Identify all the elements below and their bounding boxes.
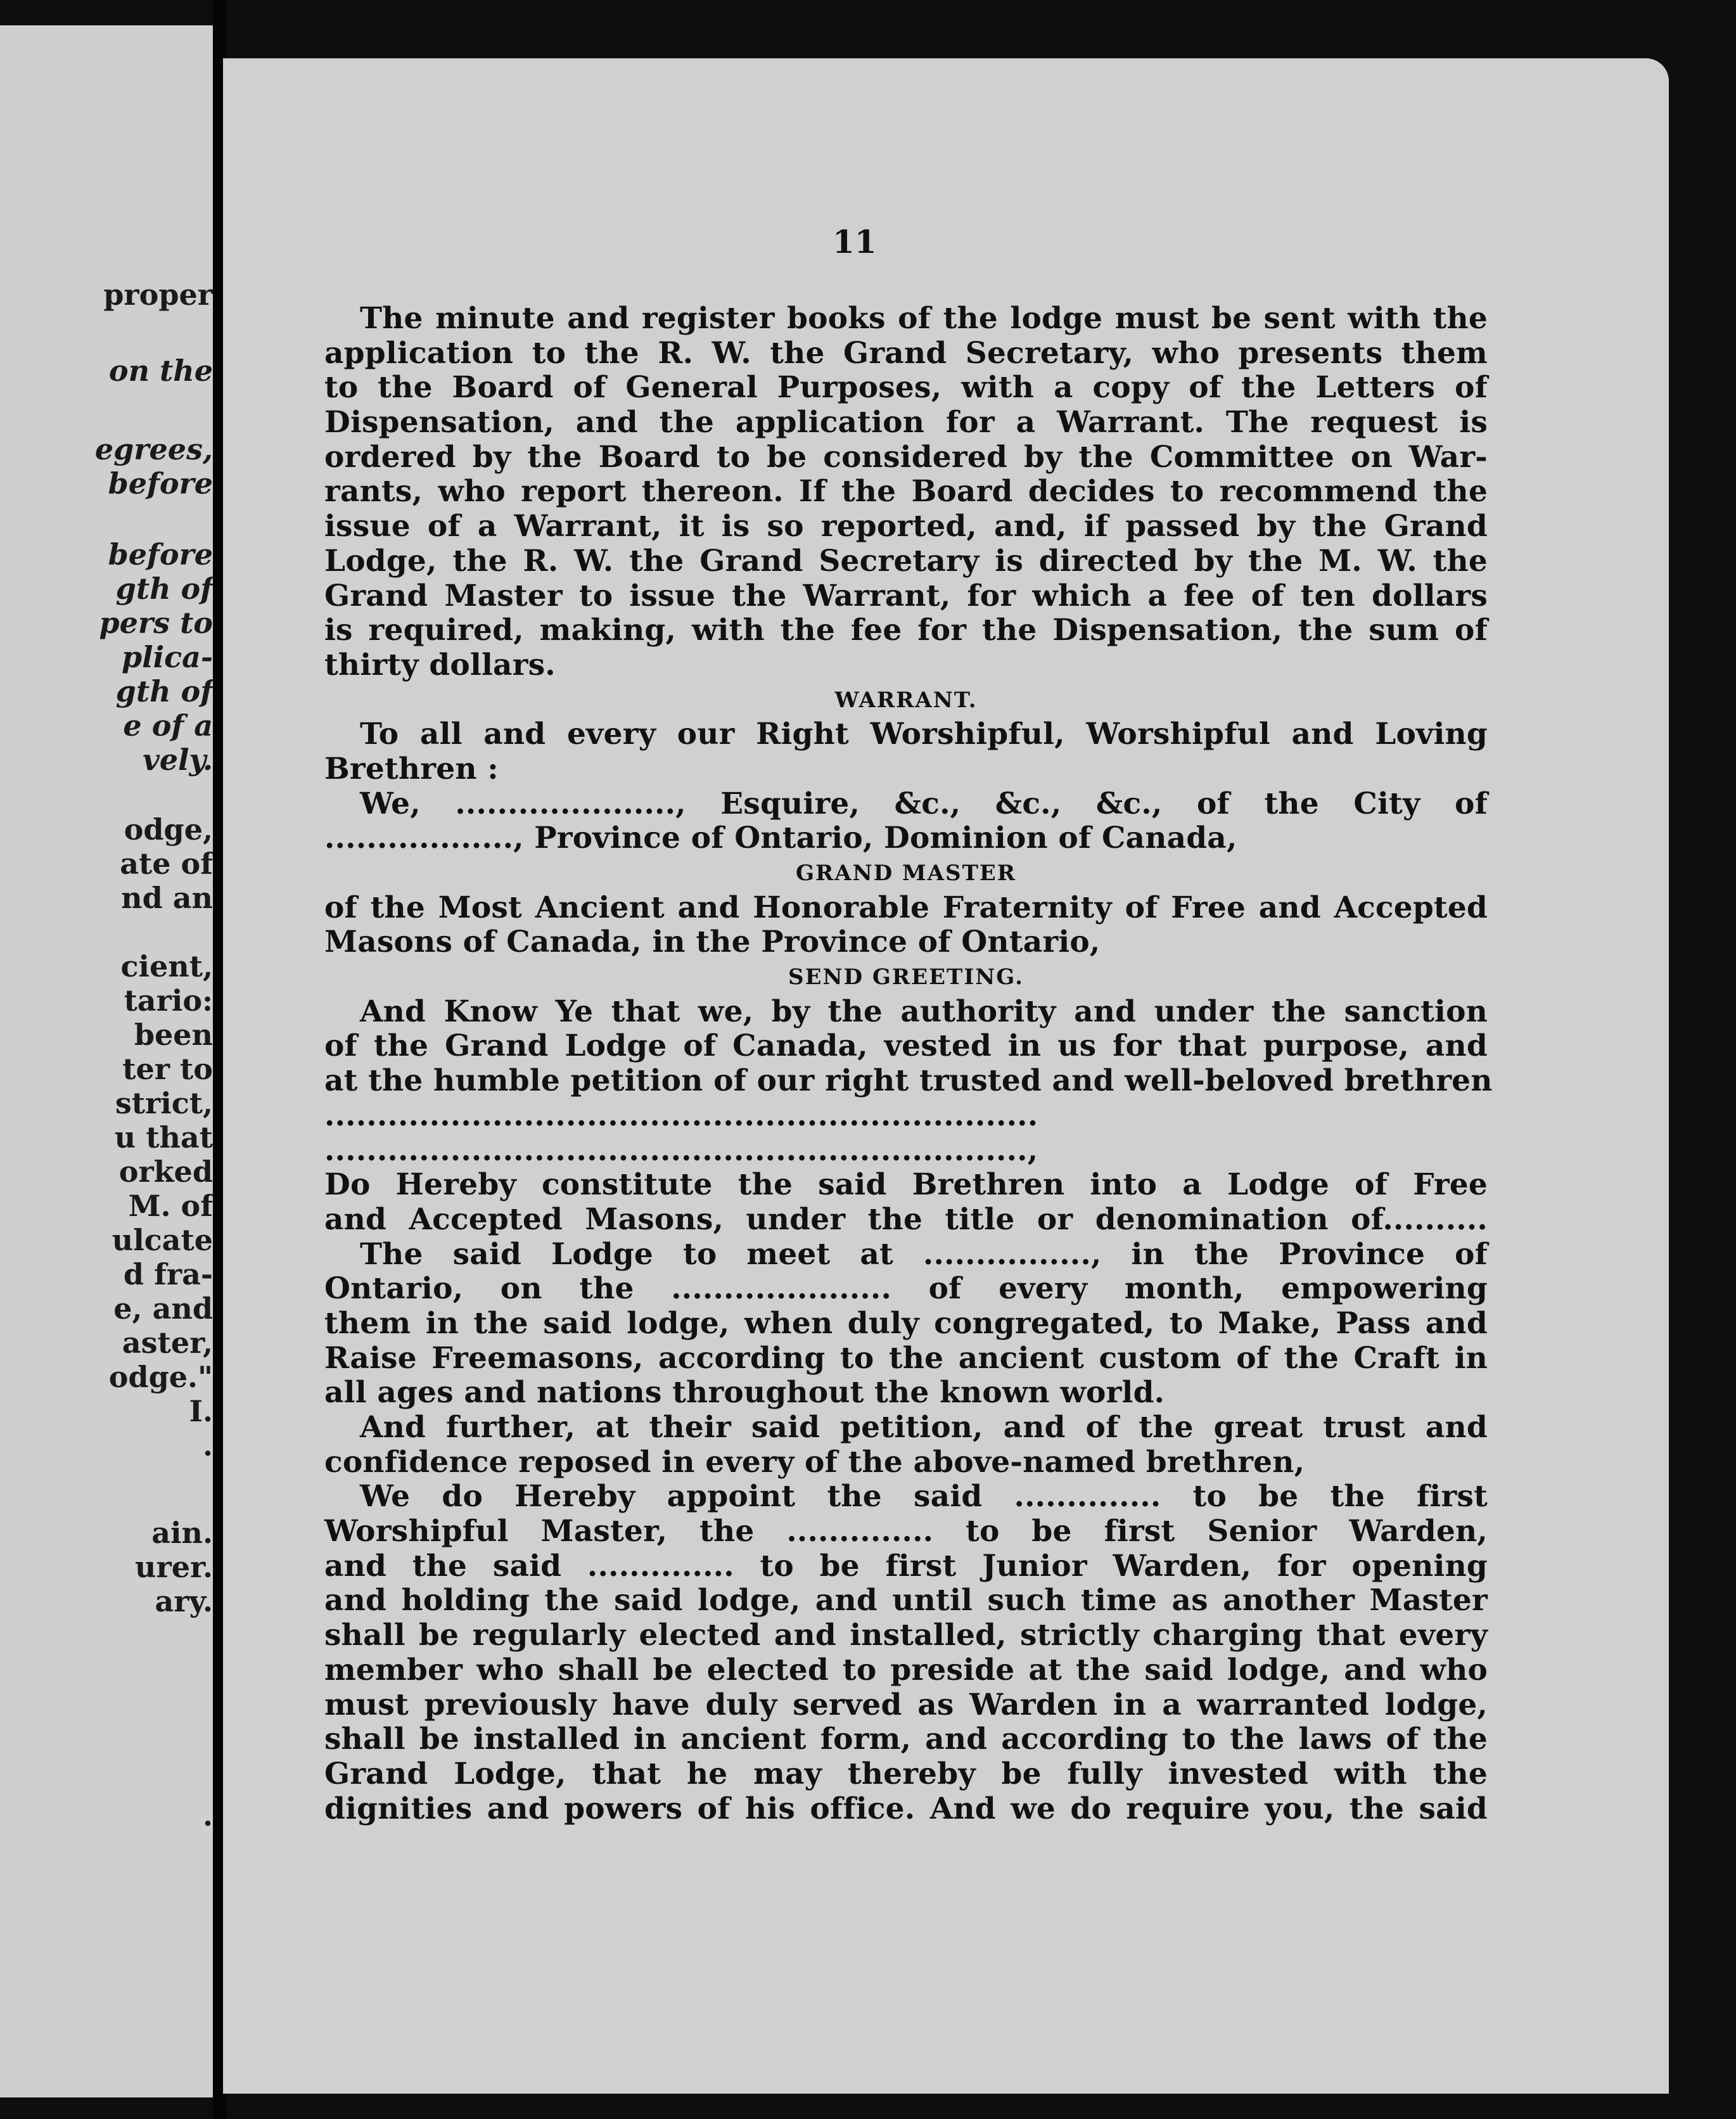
page-text — [324, 301, 1493, 1826]
text-line: Lodge, the R. W. the Grand Secretary is directed by the M. W. the — [324, 543, 1488, 579]
left-page-fragment-line: ain. — [151, 1516, 213, 1550]
left-page-fragment-line: pers to — [99, 606, 213, 640]
left-page-fragment-line: egrees, — [94, 432, 213, 466]
left-page-fragment-line: vely. — [143, 743, 213, 777]
left-page-fragment-line: before — [108, 537, 213, 572]
text-line: and the said .............. to be first Junior Warden, for opening — [324, 1548, 1488, 1584]
left-page-fragment-line: nd an — [121, 881, 213, 915]
left-page-fragment-line: plica- — [121, 640, 213, 674]
left-page-fragment-line: odge." — [108, 1360, 213, 1394]
text-line: Masons of Canada, in the Province of Ontario, — [324, 925, 1101, 960]
right-page — [223, 58, 1669, 2094]
text-line: and holding the said lodge, and until such time as another Master — [324, 1583, 1488, 1618]
left-page-fragment-line: gth of — [115, 572, 213, 606]
section-heading: GRAND MASTER — [795, 861, 1017, 886]
left-page-fragment-line: e, and — [113, 1291, 213, 1326]
text-line: Brethren : — [324, 751, 499, 786]
text-line: We do Hereby appoint the said .............. to be the first — [360, 1479, 1488, 1514]
text-line: and Accepted Masons, under the title or denomination of.......... — [324, 1201, 1488, 1237]
left-page-fragment-line: . — [202, 1428, 213, 1463]
text-line: To all and every our Right Worshipful, Worshipful and Loving — [360, 717, 1488, 752]
text-line: ordered by the Board to be considered by the Committee on War- — [324, 439, 1488, 475]
page-number: 11 — [833, 223, 877, 260]
left-page-fragment-line: strict, — [115, 1086, 213, 1120]
text-line: Grand Lodge, that he may thereby be fully invested with the — [324, 1756, 1488, 1791]
text-line: rants, who report thereon. If the Board decides to recommend the — [324, 474, 1488, 509]
left-page-fragment-line: orked — [118, 1155, 213, 1189]
left-page-fragment-line: been — [134, 1018, 213, 1052]
left-page-fragment-line: d fra- — [123, 1257, 213, 1291]
text-line: dignities and powers of his office. And we do require you, the said — [324, 1791, 1488, 1826]
text-line: We, ....................., Esquire, &c., &c., &c., of the City of — [360, 786, 1488, 821]
text-line: Grand Master to issue the Warrant, for which a fee of ten dollars — [324, 578, 1488, 613]
text-line: The minute and register books of the lodge must be sent with the — [360, 301, 1488, 336]
left-page-fragment-line: ulcate — [112, 1223, 213, 1257]
text-line: .................., Province of Ontario, Dominion of Canada, — [324, 821, 1237, 856]
left-page-fragment-line: aster, — [122, 1326, 213, 1360]
left-page-fragment-line: on the — [108, 354, 213, 388]
left-page-fragment-line: proper — [103, 278, 213, 312]
text-line: to the Board of General Purposes, with a copy of the Letters of — [324, 370, 1488, 406]
left-page-fragment-line: . — [202, 1798, 213, 1833]
left-page-fragment — [0, 25, 213, 2097]
text-line: must previously have duly served as Warden in a warranted lodge, — [324, 1687, 1488, 1722]
text-line: of the Grand Lodge of Canada, vested in us for that purpose, and — [324, 1028, 1488, 1064]
left-page-fragment-line: I. — [189, 1394, 213, 1428]
text-line: application to the R. W. the Grand Secretary, who presents them — [324, 335, 1488, 371]
text-line: issue of a Warrant, it is so reported, and, if passed by the Grand — [324, 509, 1488, 544]
left-page-fragment-line: odge, — [124, 812, 213, 847]
text-line: all ages and nations throughout the known world. — [324, 1375, 1165, 1411]
left-page-fragment-line: cient, — [120, 949, 213, 983]
text-line: And further, at their said petition, and of the great trust and — [360, 1410, 1488, 1445]
section-heading: SEND GREETING. — [788, 964, 1024, 990]
text-line: of the Most Ancient and Honorable Fraternity of Free and Accepted — [324, 890, 1488, 925]
text-line: thirty dollars. — [324, 647, 556, 682]
left-page-fragment-line: u that — [114, 1120, 213, 1155]
left-page-fragment-line: M. of — [128, 1189, 213, 1223]
text-line: Do Hereby constitute the said Brethren into a Lodge of Free — [324, 1167, 1488, 1203]
left-page-fragment-line: urer. — [135, 1550, 213, 1584]
left-page-fragment-line: before — [108, 466, 213, 501]
text-line: them in the said lodge, when duly congregated, to Make, Pass and — [324, 1305, 1488, 1341]
text-line: Ontario, on the ..................... of every month, empowering — [324, 1271, 1488, 1307]
text-line: member who shall be elected to preside at the said lodge, and who — [324, 1652, 1488, 1687]
left-page-fragment-line: e of a — [123, 708, 213, 743]
text-line: .................................................................... — [324, 1098, 1038, 1133]
section-heading: WARRANT. — [834, 687, 978, 713]
left-page-fragment-line: tario: — [124, 983, 213, 1018]
left-page-fragment-line: ate of — [120, 847, 213, 881]
left-page-fragment-line: gth of — [115, 674, 213, 708]
text-line: shall be installed in ancient form, and according to the laws of the — [324, 1722, 1488, 1757]
text-line: The said Lodge to meet at ................, in the Province of — [360, 1236, 1488, 1272]
left-page-fragment-line: ary. — [155, 1584, 213, 1618]
text-line: Raise Freemasons, according to the ancient custom of the Craft in — [324, 1340, 1488, 1376]
text-line: is required, making, with the fee for the Dispensation, the sum of — [324, 613, 1488, 648]
text-line: confidence reposed in every of the above-named brethren, — [324, 1444, 1305, 1480]
text-line: Dispensation, and the application for a Warrant. The request is — [324, 405, 1488, 440]
text-line: ..................................................................., — [324, 1132, 1038, 1168]
text-line: Worshipful Master, the .............. to be first Senior Warden, — [324, 1514, 1488, 1549]
text-line: shall be regularly elected and installed, strictly charging that every — [324, 1618, 1488, 1653]
text-line: at the humble petition of our right trusted and well-beloved brethren — [324, 1063, 1493, 1099]
text-line: And Know Ye that we, by the authority and under the sanction — [360, 994, 1488, 1029]
left-page-fragment-line: ter to — [122, 1052, 213, 1086]
